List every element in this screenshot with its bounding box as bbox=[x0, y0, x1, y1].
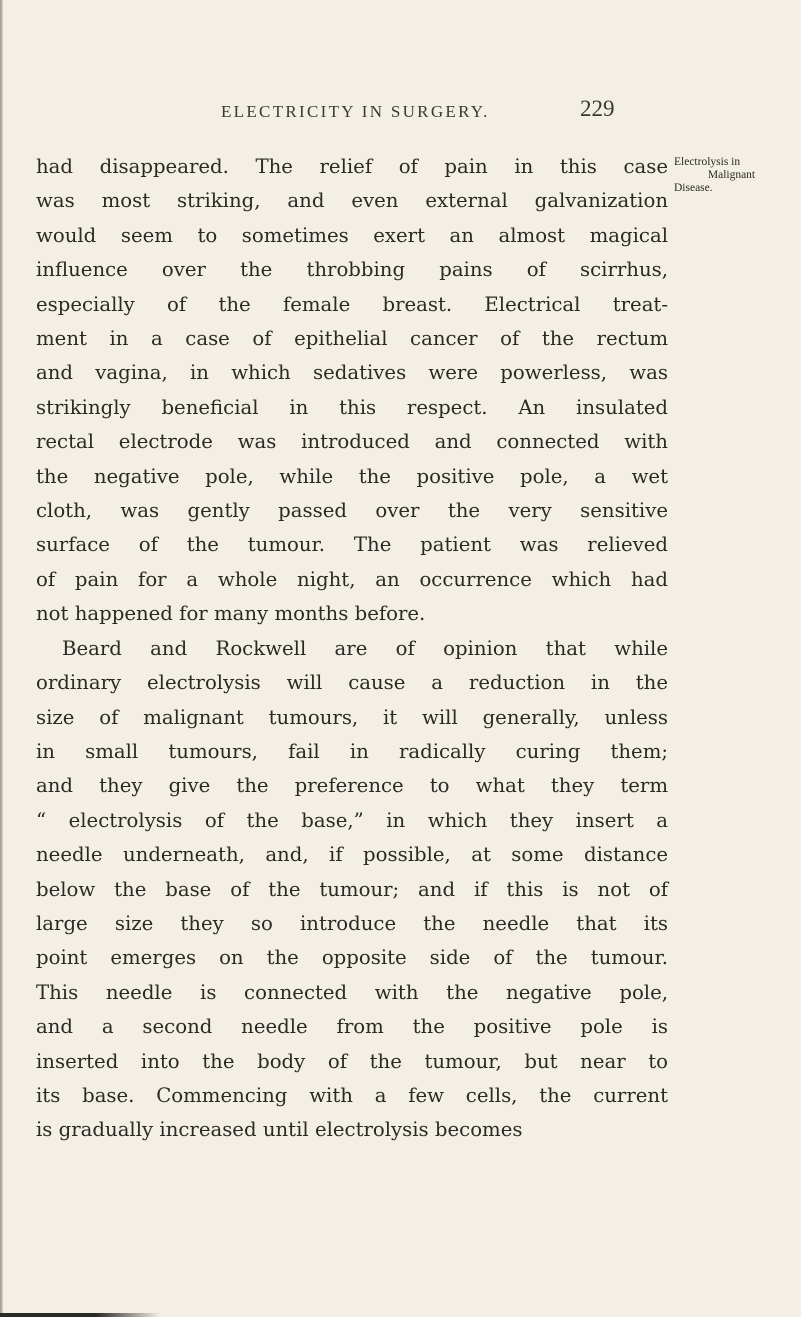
page-number: 229 bbox=[580, 96, 615, 121]
text-line: in small tumours, fail in radically curing them; bbox=[36, 739, 668, 763]
text-line: This needle is connected with the negative pole, bbox=[36, 980, 668, 1004]
text-line: of pain for a whole night, an occurrence which had bbox=[36, 567, 668, 591]
text-line: not happened for many months before. bbox=[36, 602, 426, 626]
page-gutter-edge bbox=[0, 0, 3, 1317]
text-line: ordinary electrolysis will cause a reduction in the bbox=[36, 671, 668, 695]
text-line: and they give the preference to what they term bbox=[36, 774, 668, 798]
text-line: had disappeared. The relief of pain in this case bbox=[36, 155, 668, 178]
text-line: inserted into the body of the tumour, but near to bbox=[36, 1049, 668, 1073]
text-line: strikingly beneficial in this respect. An insulated bbox=[36, 395, 668, 419]
marginal-note-line: Electrolysis in bbox=[674, 156, 741, 168]
running-head: ELECTRICITY IN SURGERY. bbox=[221, 102, 490, 121]
text-line: rectal electrode was introduced and connected with bbox=[36, 430, 668, 454]
text-line: point emerges on the opposite side of the tumour. bbox=[36, 946, 668, 970]
text-line: and a second needle from the positive pole is bbox=[36, 1015, 668, 1039]
text-line: cloth, was gently passed over the very sensitive bbox=[36, 499, 668, 523]
body-text bbox=[36, 150, 668, 1148]
text-line: its base. Commencing with a few cells, the current bbox=[36, 1083, 668, 1107]
text-line: ment in a case of epithelial cancer of the rectum bbox=[36, 327, 668, 351]
text-line: influence over the throbbing pains of scirrhus, bbox=[36, 258, 668, 282]
text-line: Beard and Rockwell are of opinion that while bbox=[62, 636, 668, 660]
text-line: especially of the female breast. Electrical treat- bbox=[36, 292, 668, 316]
text-line: and vagina, in which sedatives were powerless, was bbox=[36, 361, 668, 385]
page-bottom-rule bbox=[0, 1313, 160, 1317]
text-line: large size they so introduce the needle that its bbox=[36, 911, 668, 935]
text-line: size of malignant tumours, it will generally, unless bbox=[36, 705, 668, 729]
text-line: needle underneath, and, if possible, at some distance bbox=[36, 843, 668, 867]
marginal-note-line: Malignant bbox=[707, 169, 756, 181]
marginal-note-line: Disease. bbox=[674, 182, 713, 194]
text-line: was most striking, and even external galvanization bbox=[36, 189, 668, 213]
marginal-note bbox=[674, 156, 801, 195]
text-line: the negative pole, while the positive pole, a wet bbox=[36, 464, 668, 488]
text-line: “ electrolysis of the base,” in which they insert a bbox=[36, 808, 668, 832]
text-line: surface of the tumour. The patient was relieved bbox=[36, 533, 668, 557]
text-line: would seem to sometimes exert an almost magical bbox=[36, 223, 668, 247]
text-line: below the base of the tumour; and if this is not of bbox=[36, 877, 668, 901]
text-line: is gradually increased until electrolysis becomes bbox=[36, 1118, 523, 1142]
